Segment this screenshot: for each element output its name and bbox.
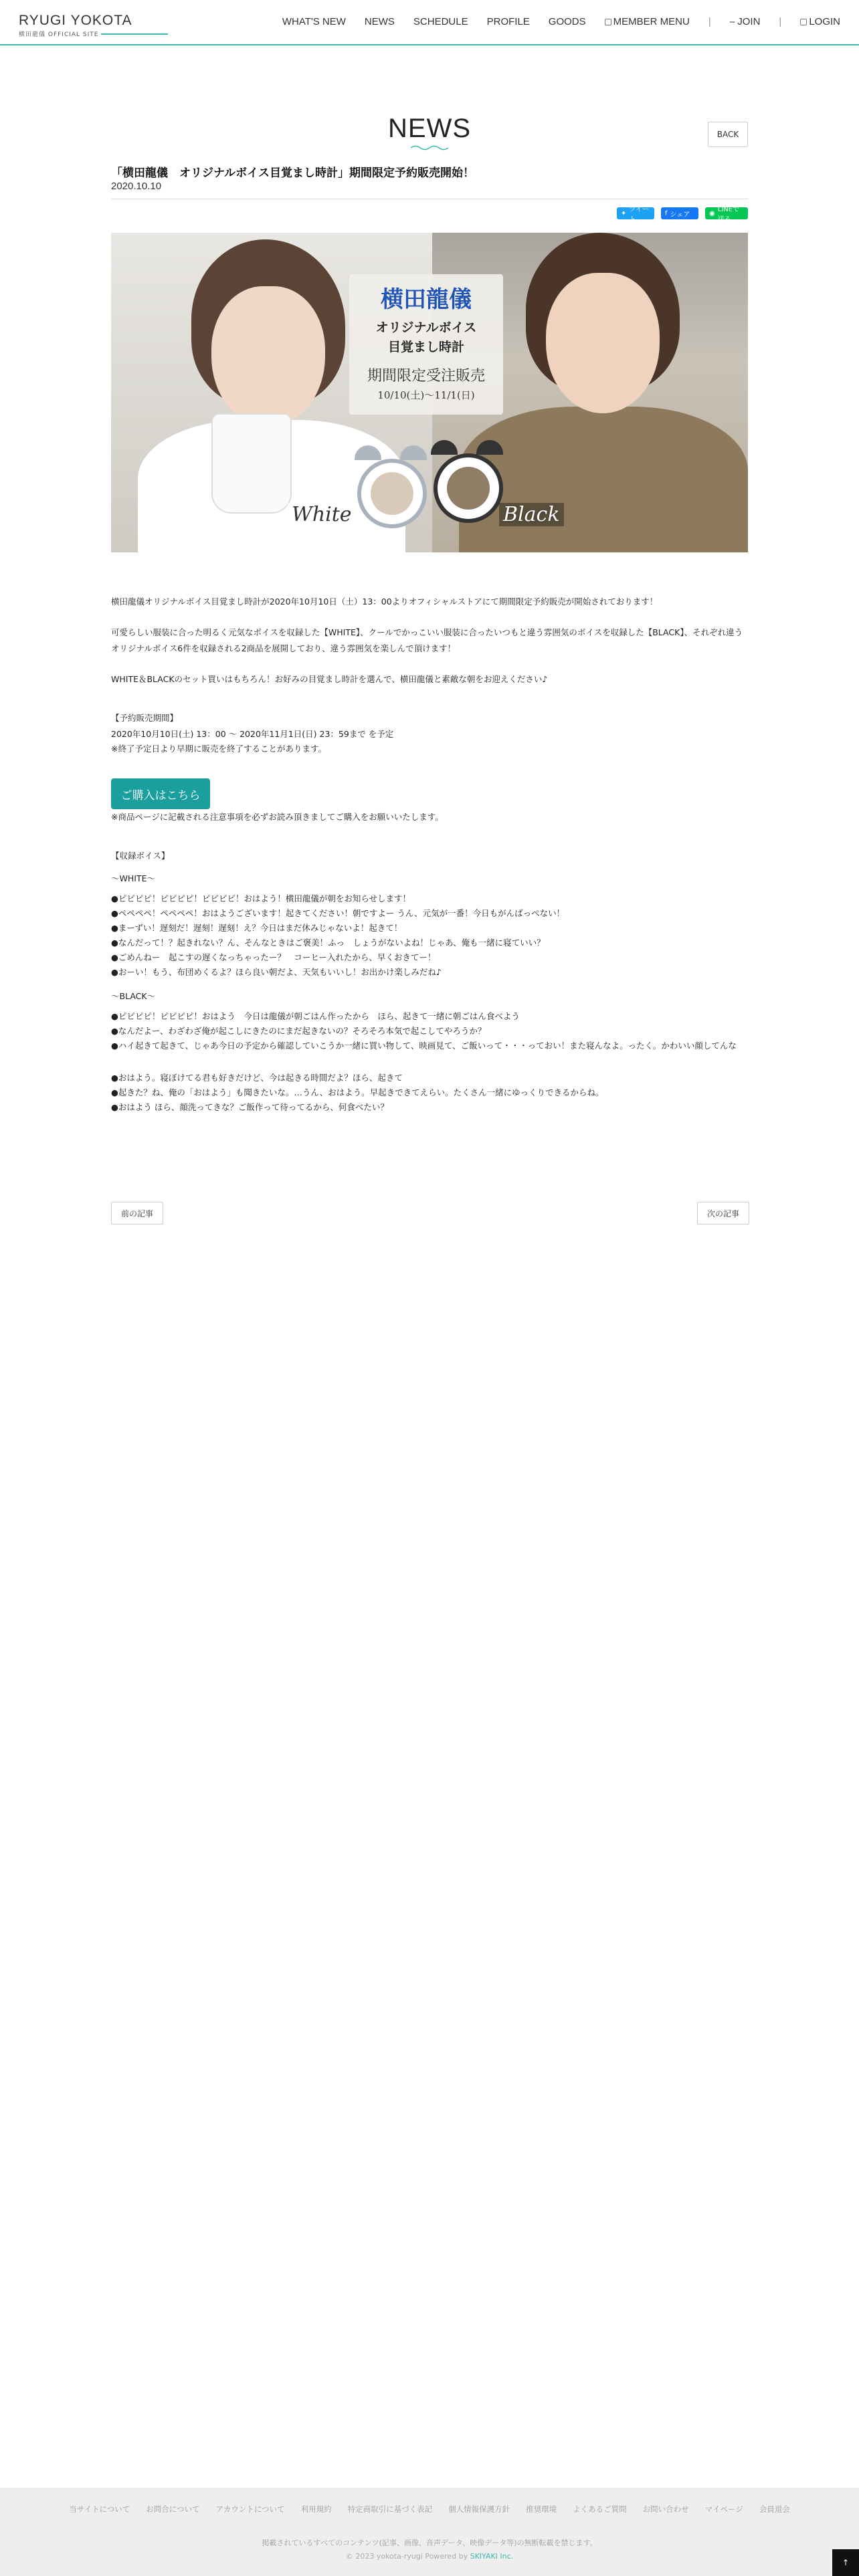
title-wave-decoration (411, 144, 448, 151)
member-menu-icon (605, 19, 611, 25)
intro-paragraph: 横田龍儀オリジナルボイス目覚まし時計が2020年10月10日（土）13：00よりオフィシャルストアにて期間限定予約販売が開始されております！ (111, 597, 658, 607)
logo-sub-text: 横田龍儀 OFFICIAL SITE (19, 31, 99, 38)
buy-button[interactable]: ご購入はこちら (111, 778, 210, 809)
voices-heading: 【収録ボイス】 (111, 851, 170, 861)
footer-links (0, 2504, 859, 2514)
footer-link-withdraw[interactable]: 会員退会 (759, 2504, 790, 2514)
arrow-up-icon: ↑ (842, 2558, 850, 2567)
black-voice-line: ●ハイ起きて起きて、じゃあ今日の予定から確認していこうか一緒に買い物して、映画見て、ご飯いって・・・っておい！また寝んなよ。ったく。かわいい顔してんな (111, 1041, 737, 1051)
footer-copyright-note: 掲載されているすべてのコンテンツ(記事、画像、音声データ、映像データ等)の無断転載を禁じます。 (262, 2539, 597, 2547)
buy-note: ※商品ページに記載される注意事項を必ずお読み頂きましてご購入をお願いいたします。 (111, 812, 444, 822)
period-heading: 【予約販売期間】 (111, 713, 179, 723)
hero-period-dates: 10/10(土)～11/1(日) (377, 389, 475, 401)
twitter-icon: ✦ (621, 209, 627, 217)
black-voice-line: ●なんだよー、わざわざ俺が起こしにきたのにまだ起きないの？そろそろ本気で起こしてやろうか？ (111, 1026, 486, 1036)
hero-text-panel (349, 274, 503, 415)
article-title: 「横田龍儀 オリジナルボイス目覚まし時計」期間限定予約販売開始！ (111, 167, 474, 180)
model-black-face (546, 273, 660, 413)
white-voice-line: ●まーずい！遅刻だ！遅刻！遅刻！え？今日はまだ休みじゃないよ！起きて！ (111, 923, 403, 933)
white-voice-line: ●なんだって！？起きれない？ん、そんなときはご褒美！ふっ しょうがないよね！じゃあ、俺も一緒に寝ていい？ (111, 938, 545, 948)
site-logo[interactable] (19, 13, 168, 38)
footer-link-inquiry-about[interactable]: お問合について (146, 2504, 200, 2514)
set-paragraph: WHITE＆BLACKのセット買いはもちろん！お好みの目覚まし時計を選んで、横田龍儀と素敵な朝をお迎えください♪ (111, 674, 548, 684)
black-label: Black (499, 503, 564, 526)
black-heading: 〜BLACK〜 (111, 991, 156, 1001)
black-voice-line: ●おはよう。寝ぼけてる君も好きだけど、今は起きる時間だよ？ほら、起きて (111, 1073, 403, 1083)
powered-by-link[interactable]: SKIYAKI Inc. (470, 2552, 514, 2561)
nav-separator: | (708, 16, 711, 27)
hero-image (111, 233, 748, 552)
footer-link-environment[interactable]: 推奨環境 (526, 2504, 557, 2514)
period-note: ※終了予定日より早期に販売を終了することがあります。 (111, 744, 326, 754)
nav-login[interactable] (800, 16, 840, 27)
scroll-to-top-button[interactable] (832, 2549, 859, 2576)
hero-line1: オリジナルボイス (375, 320, 477, 335)
model-white-face (211, 286, 325, 427)
black-voice-line: ●おはよう ほら、顔洗ってきな？ご飯作って待ってるから、何食べたい？ (111, 1102, 389, 1112)
white-voice-line: ●ごめんねー 起こすの遅くなっちゃったー？ コーヒー入れたから、早くおきてー！ (111, 952, 436, 962)
white-label: White (288, 503, 356, 526)
copyright-text: © 2023 yokota-ryugi Powered by (345, 2552, 468, 2561)
footer-copyright (0, 2552, 859, 2561)
nav-member-menu[interactable] (605, 16, 690, 27)
article-date: 2020.10.10 (111, 181, 162, 192)
footer-link-commerce-law[interactable]: 特定商取引に基づく表記 (347, 2504, 433, 2514)
hero-name: 横田龍儀 (381, 286, 472, 313)
line-share-label: LINEで送る (717, 206, 740, 223)
next-article-button[interactable]: 次の記事 (697, 1202, 749, 1224)
login-icon (800, 19, 807, 25)
white-voice-line: ●おーい！もう、布団めくるよ？ほら良い朝だよ、天気もいいし！お出かけ楽しみだね♪ (111, 967, 442, 977)
nav-profile[interactable]: PROFILE (486, 16, 530, 27)
prev-article-button[interactable]: 前の記事 (111, 1202, 163, 1224)
hero-period-label: 期間限定受注販売 (367, 368, 485, 385)
footer-link-terms[interactable]: 利用規約 (300, 2504, 332, 2514)
twitter-share-button[interactable] (617, 206, 654, 223)
line-share-button[interactable] (705, 206, 748, 223)
white-clock-image (357, 459, 427, 528)
nav-login-label: LOGIN (809, 16, 840, 27)
site-header (0, 0, 859, 45)
clock-face-photo (447, 467, 490, 510)
footer-link-mypage[interactable]: マイページ (704, 2504, 743, 2514)
model-black-body (459, 407, 748, 552)
nav-goods[interactable]: GOODS (548, 16, 586, 27)
line-icon: ◉ (709, 209, 715, 217)
hero-line2: 目覚まし時計 (387, 340, 464, 354)
twitter-share-label: ツイート (629, 206, 649, 223)
facebook-icon: f (665, 209, 668, 217)
site-footer (0, 2488, 859, 2576)
nav-whats-new[interactable]: WHAT'S NEW (282, 16, 346, 27)
footer-link-contact[interactable]: お問い合わせ (642, 2504, 689, 2514)
footer-link-about-site[interactable]: 当サイトについて (69, 2504, 130, 2514)
nav-join[interactable] (730, 16, 761, 27)
nav-separator: | (779, 16, 782, 27)
black-voice-line: ●起きた？ね、俺の「おはよう」も聞きたいな。…うん、おはよう。早起きできてえらい。たくさん一緒にゆっくりできるからね。 (111, 1087, 604, 1097)
join-icon: ⎯ (729, 16, 735, 27)
nav-member-menu-label: MEMBER MENU (613, 16, 690, 27)
facebook-share-label: シェア (670, 211, 690, 219)
facebook-share-button[interactable] (661, 207, 698, 219)
logo-underline (101, 33, 168, 35)
logo-sub (19, 29, 168, 38)
mug-image (211, 413, 292, 514)
footer-link-account[interactable]: アカウントについて (215, 2504, 285, 2514)
main-nav (264, 16, 840, 27)
white-heading: 〜WHITE〜 (111, 873, 155, 883)
period-body: 2020年10月10日(土) 13：00 ～ 2020年11月1日(日) 23：59まで を予定 (111, 729, 394, 739)
footer-link-faq[interactable]: よくあるご質問 (573, 2504, 627, 2514)
nav-schedule[interactable]: SCHEDULE (413, 16, 468, 27)
black-clock-image (434, 453, 503, 523)
logo-main-text: RYUGI YOKOTA (19, 13, 132, 28)
nav-join-label: JOIN (737, 16, 761, 27)
footer-link-privacy[interactable]: 個人情報保護方針 (448, 2504, 510, 2514)
white-voice-line: ●ピピピピ！ピピピピ！ピピピピ！おはよう！横田龍儀が朝をお知らせします！ (111, 893, 411, 903)
nav-news[interactable]: NEWS (364, 16, 395, 27)
page-title: NEWS (388, 114, 471, 143)
back-button[interactable]: BACK (708, 122, 748, 147)
description-paragraph: 可愛らしい服装に合った明るく元気なボイスを収録した【WHITE】、クールでかっこいい服装に合ったいつもと違う雰囲気のボイスを収録した【BLACK】、それぞれ違うオリジナルボイス6件を収録される2商品を展開しており、違う雰囲気を楽しんで頂けます！ (111, 627, 743, 653)
black-voice-line: ●ピピピピ！ピピピピ！おはよう 今日は龍儀が朝ごはん作ったから ほら、起きて一緒に朝ごはん食べよう (111, 1011, 520, 1021)
white-voice-line: ●ペペペペ！ペペペペ！おはようございます！起きてください！朝ですよー うん、元気が一番！今日もがんばっぺない！ (111, 908, 565, 918)
clock-face-photo (371, 472, 413, 515)
